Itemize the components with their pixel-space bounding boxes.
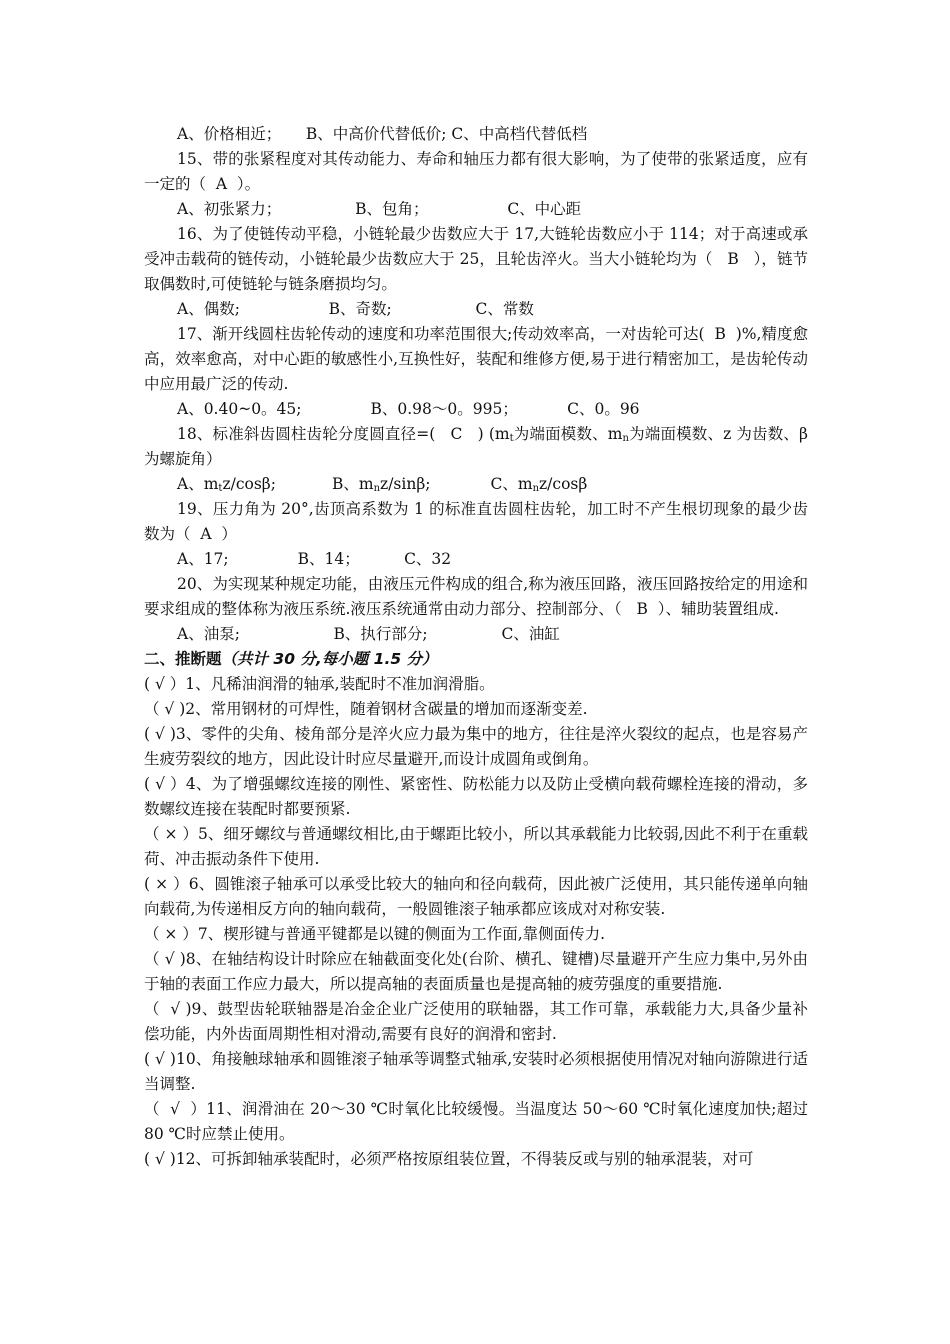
q18-option-c-suffix: z/cosβ — [539, 475, 588, 493]
judgment-item: （ √ )9、鼓型齿轮联轴器是冶金企业广泛使用的联轴器，其工作可靠，承载能力大,具备少量补偿功能，内外齿面周期性相对滑动,需要有良好的润滑和密封. — [144, 1000, 808, 1043]
q16-options: A、偶数; B、奇数; C、常数 — [177, 300, 534, 318]
q20-stem: 20、为实现某种规定功能，由液压元件构成的组合,称为液压回路，液压回路按给定的用途和要求组成的整体称为液压系统.液压系统通常由动力部分、控制部分、（ B ）、辅助装置组成. — [144, 575, 808, 618]
q18-stem-part-c: 为端面模数、z 为齿数、β为螺旋角） — [144, 425, 808, 468]
judgment-item: （ × ）7、楔形键与普通平键都是以键的侧面为工作面,靠侧面传力. — [144, 925, 606, 943]
section-score-note: （共计 30 分,每小题 1.5 分） — [221, 650, 438, 668]
q18-option-c — [491, 475, 588, 493]
judgment-item: ( √ )3、零件的尖角、棱角部分是淬火应力最为集中的地方，往往是淬火裂纹的起点，也是容易产生疲劳裂纹的地方，因此设计时应尽量避开,而设计成圆角或倒角。 — [144, 725, 808, 768]
q18-subscript-t: t — [509, 433, 514, 444]
q18-option-b — [332, 475, 431, 493]
judgment-item: ( × ）6、圆锥滚子轴承可以承受比较大的轴向和径向载荷，因此被广泛使用，其只能传递单向轴向载荷,为传递相反方向的轴向载荷，一般圆锥滚子轴承都应该成对对称安装. — [144, 875, 808, 918]
q18-stem-part-b: 为端面模数、m — [513, 425, 623, 443]
section-heading — [144, 647, 808, 672]
judgment-item: （ √ )8、在轴结构设计时除应在轴截面变化处(台阶、横孔、键槽)尽量避开产生应力集中,另外由于轴的表面工作应力最大，所以提高轴的表面质量也是提高轴的疲劳强度的重要措施. — [144, 950, 808, 993]
judgment-item: ( √ ）4、为了增强螺纹连接的刚性、紧密性、防松能力以及防止受横向载荷螺栓连接的滑动，多数螺纹连接在装配时都要预紧. — [144, 775, 808, 818]
q15-options: A、初张紧力； B、包角； C、中心距 — [177, 200, 582, 218]
q18-option-b-sub: n — [373, 483, 381, 494]
q18-stem — [144, 422, 808, 472]
judgment-item: （ √ ）11、润滑油在 20～30 ℃时氧化比较缓慢。当温度达 50～60 ℃时氧化速度加快;超过 80 ℃时应禁止使用。 — [144, 1100, 813, 1143]
q18-option-c-prefix: C、m — [490, 475, 533, 493]
section-title: 二、推断题 — [144, 650, 222, 668]
q18-option-b-prefix: B、m — [331, 475, 374, 493]
judgment-item: ( √ ）1、凡稀油润滑的轴承,装配时不准加润滑脂。 — [144, 675, 495, 693]
q18-option-a-sub: t — [218, 483, 223, 494]
judgment-item: ( √ )10、角接触球轴承和圆锥滚子轴承等调整式轴承,安装时必须根据使用情况对轴向游隙进行适当调整. — [144, 1050, 808, 1093]
q18-option-a — [177, 475, 276, 493]
q14-options: A、价格相近； B、中高价代替低价; C、中高档代替低档 — [177, 125, 588, 143]
q20-options: A、油泵; B、执行部分; C、油缸 — [177, 625, 560, 643]
q19-options: A、17; B、14； C、32 — [177, 550, 452, 568]
q19-stem: 19、压力角为 20°,齿顶高系数为 1 的标准直齿圆柱齿轮，加工时不产生根切现象的最少齿数为（ A ） — [144, 500, 808, 543]
q18-option-a-prefix: A、m — [177, 475, 219, 493]
judgment-item: （ × ）5、细牙螺纹与普通螺纹相比,由于螺距比较小，所以其承载能力比较弱,因此不利于在重载荷、冲击振动条件下使用. — [144, 825, 808, 868]
q18-option-a-suffix: z/cosβ; — [222, 475, 276, 493]
judgment-item: ( √ )12、可拆卸轴承装配时，必须严格按原组装位置，不得装反或与别的轴承混装，对可 — [144, 1150, 754, 1168]
judgment-list — [144, 672, 813, 1172]
q18-option-c-sub: n — [532, 483, 540, 494]
document-body — [144, 122, 813, 1172]
q18-stem-part-a: 18、标准斜齿圆柱齿轮分度圆直径=( C ) (m — [177, 425, 510, 443]
judgment-item: （ √ )2、常用钢材的可焊性，随着钢材含碳量的增加而逐渐变差. — [144, 700, 588, 718]
q17-stem: 17、渐开线圆柱齿轮传动的速度和功率范围很大;传动效率高，一对齿轮可达( B )%,精度愈高，效率愈高，对中心距的敏感性小,互换性好，装配和维修方便,易于进行精密加工，是齿轮传动中应用最广泛的传动. — [144, 325, 808, 393]
q18-subscript-n: n — [622, 433, 629, 444]
q16-stem: 16、为了使链传动平稳，小链轮最少齿数应大于 17,大链轮齿数应小于 114；对于高速或承受冲击载荷的链传动，小链轮最少齿数应大于 25，且轮齿淬火。当大小链轮均为（ B ），链节取偶数时,可使链轮与链条磨损均匀。 — [144, 225, 808, 293]
q18-options — [144, 472, 808, 497]
q15-stem: 15、带的张紧程度对其传动能力、寿命和轴压力都有很大影响，为了使带的张紧适度，应有一定的（ A ）。 — [144, 150, 808, 193]
q18-option-b-suffix: z/sinβ; — [380, 475, 431, 493]
q17-options: A、0.40~0。45; B、0.98～0。995； C、0。96 — [177, 400, 640, 418]
